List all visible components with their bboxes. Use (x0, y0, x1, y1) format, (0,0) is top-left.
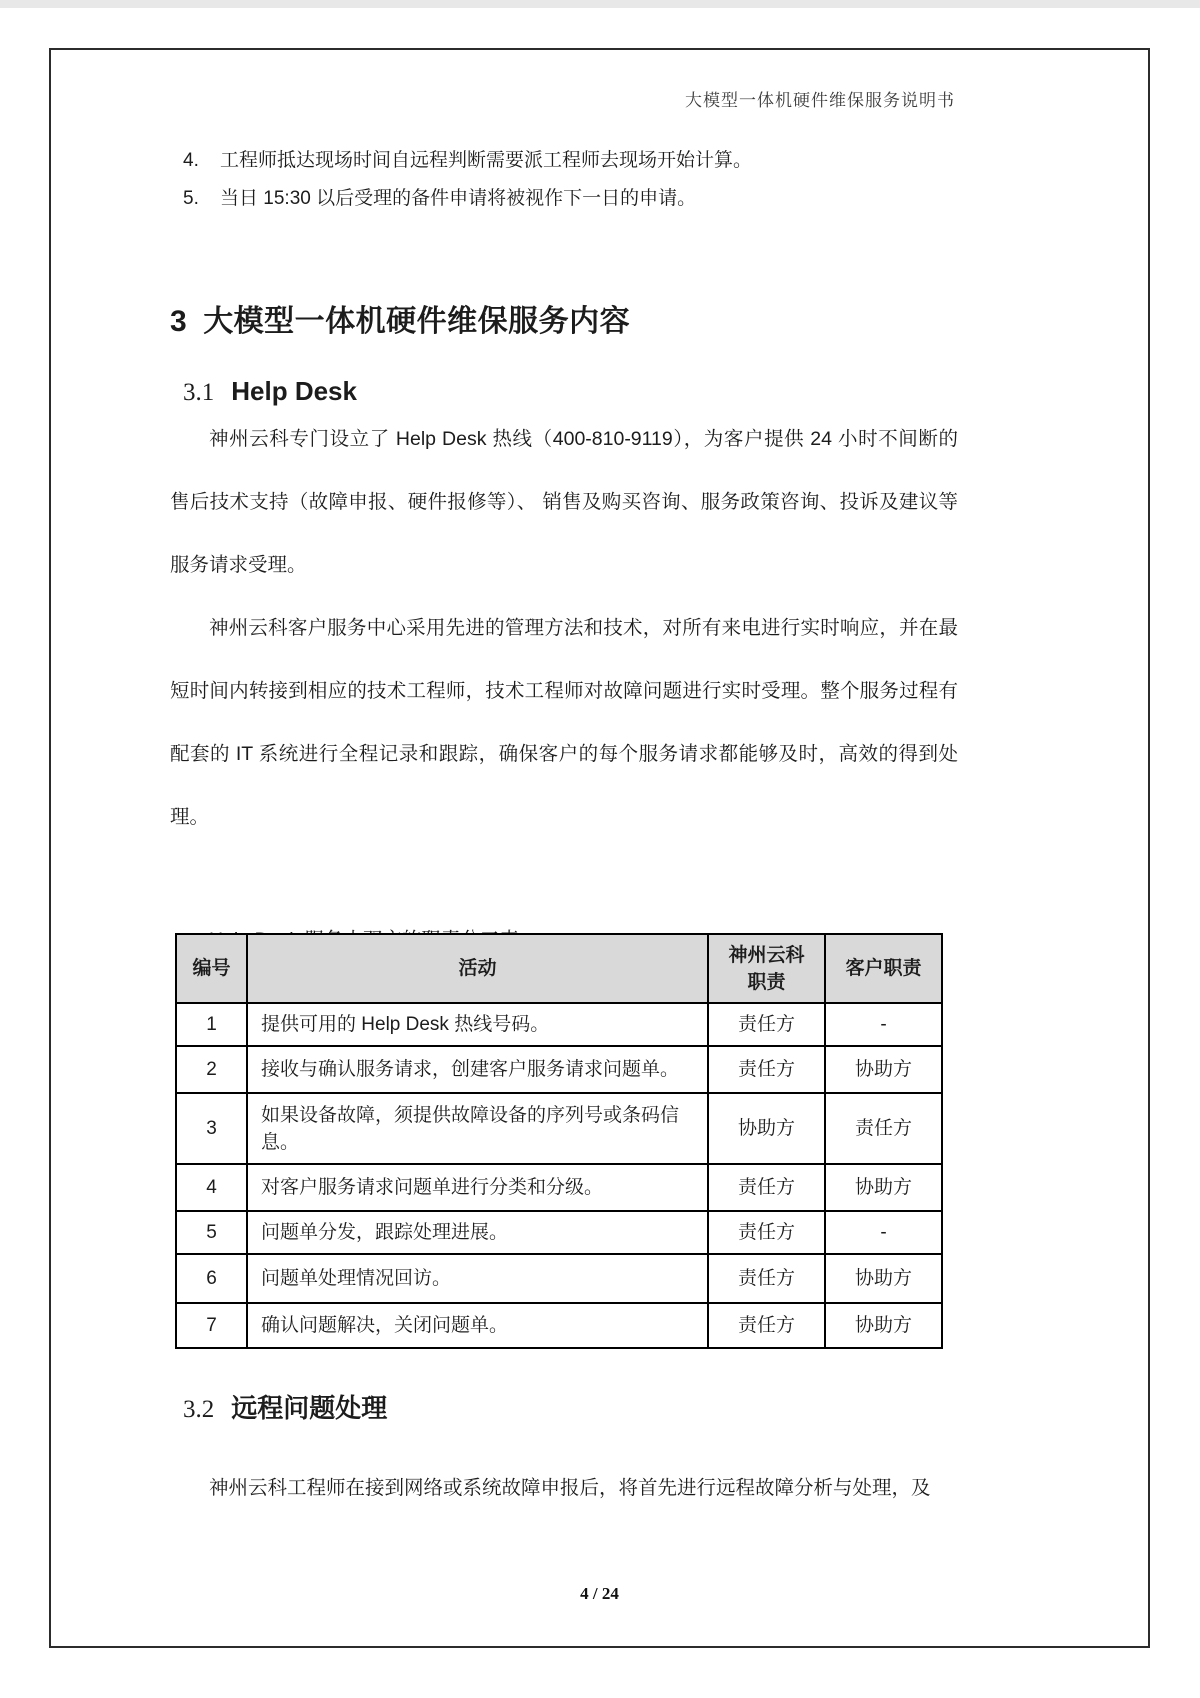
cell-vendor: 责任方 (708, 1254, 825, 1303)
column-header-vendor-line1: 神州云科 (728, 944, 805, 966)
page-header-title: 大模型一体机硬件维保服务说明书 (685, 91, 955, 110)
subsection-heading-remote (183, 1388, 387, 1425)
cell-customer: - (825, 1003, 942, 1046)
cell-vendor: 责任方 (708, 1164, 825, 1211)
subsection-heading-helpdesk (183, 376, 357, 407)
table-row (176, 1093, 942, 1164)
subsection-number: 3.2 (183, 1396, 215, 1423)
table-row (176, 1303, 942, 1348)
cell-id: 5 (176, 1211, 247, 1254)
cell-customer: 责任方 (825, 1093, 942, 1164)
cell-vendor: 责任方 (708, 1003, 825, 1046)
numbered-list (170, 148, 970, 224)
viewer-top-edge (0, 0, 1200, 8)
cell-id: 3 (176, 1093, 247, 1164)
table-row (176, 1211, 942, 1254)
subsection-number: 3.1 (183, 379, 215, 406)
cell-activity: 提供可用的 Help Desk 热线号码。 (247, 1003, 708, 1046)
list-item-number: 4. (183, 150, 199, 171)
cell-activity: 对客户服务请求问题单进行分类和分级。 (247, 1164, 708, 1211)
cell-id: 4 (176, 1164, 247, 1211)
cell-activity: 接收与确认服务请求，创建客户服务请求问题单。 (247, 1046, 708, 1093)
page-number: 4 / 24 (580, 1584, 619, 1603)
body-paragraphs (170, 408, 958, 849)
paragraph: 神州云科工程师在接到网络或系统故障申报后，将首先进行远程故障分析与处理，及 (209, 1477, 931, 1499)
cell-id: 7 (176, 1303, 247, 1348)
section-heading (170, 296, 630, 340)
cell-activity: 确认问题解决，关闭问题单。 (247, 1303, 708, 1348)
cell-vendor: 责任方 (708, 1046, 825, 1093)
cell-activity: 问题单分发，跟踪处理进展。 (247, 1211, 708, 1254)
cell-vendor: 责任方 (708, 1211, 825, 1254)
table-header-row (176, 934, 942, 1003)
column-header-id: 编号 (176, 934, 247, 1003)
subsection-title: 远程问题处理 (231, 1393, 388, 1423)
table-row (176, 1046, 942, 1093)
list-item-text: 工程师抵达现场时间自远程判断需要派工程师去现场开始计算。 (220, 150, 753, 171)
cell-activity: 如果设备故障，须提供故障设备的序列号或条码信息。 (247, 1093, 708, 1164)
cell-customer: 协助方 (825, 1303, 942, 1348)
section-number: 3 (170, 305, 188, 338)
cell-id: 6 (176, 1254, 247, 1303)
table-row (176, 1164, 942, 1211)
subsection-title: Help Desk (231, 376, 357, 406)
table-row (176, 1003, 942, 1046)
section-title: 大模型一体机硬件维保服务内容 (203, 305, 631, 338)
list-item-text: 当日 15:30 以后受理的备件申请将被视作下一日的申请。 (220, 188, 697, 209)
responsibility-table (175, 933, 943, 1349)
column-header-vendor-line2: 职责 (747, 971, 786, 993)
list-item-number: 5. (183, 188, 199, 209)
cell-customer: 协助方 (825, 1046, 942, 1093)
list-item (170, 186, 970, 224)
column-header-customer: 客户职责 (825, 934, 942, 1003)
paragraph: 神州云科专门设立了 Help Desk 热线（400-810-9119），为客户提供 24 小时不间断的售后技术支持（故障申报、硬件报修等）、 销售及购买咨询、服务政策咨询、投诉及建议等服务请求受理。 (170, 428, 958, 576)
cell-customer: - (825, 1211, 942, 1254)
table-row (176, 1254, 942, 1303)
document-page (49, 48, 1150, 1648)
paragraph: 神州云科客户服务中心采用先进的管理方法和技术，对所有来电进行实时响应，并在最短时间内转接到相应的技术工程师，技术工程师对故障问题进行实时受理。整个服务过程有配套的 IT 系统进行全程记录和跟踪，确保客户的每个服务请求都能够及时，高效的得到处理。 (170, 617, 958, 828)
cell-vendor: 责任方 (708, 1303, 825, 1348)
cell-id: 2 (176, 1046, 247, 1093)
cell-id: 1 (176, 1003, 247, 1046)
column-header-vendor (708, 934, 825, 1003)
cell-customer: 协助方 (825, 1164, 942, 1211)
cell-activity: 问题单处理情况回访。 (247, 1254, 708, 1303)
cell-customer: 协助方 (825, 1254, 942, 1303)
column-header-activity: 活动 (247, 934, 708, 1003)
cell-vendor: 协助方 (708, 1093, 825, 1164)
list-item (170, 148, 970, 186)
